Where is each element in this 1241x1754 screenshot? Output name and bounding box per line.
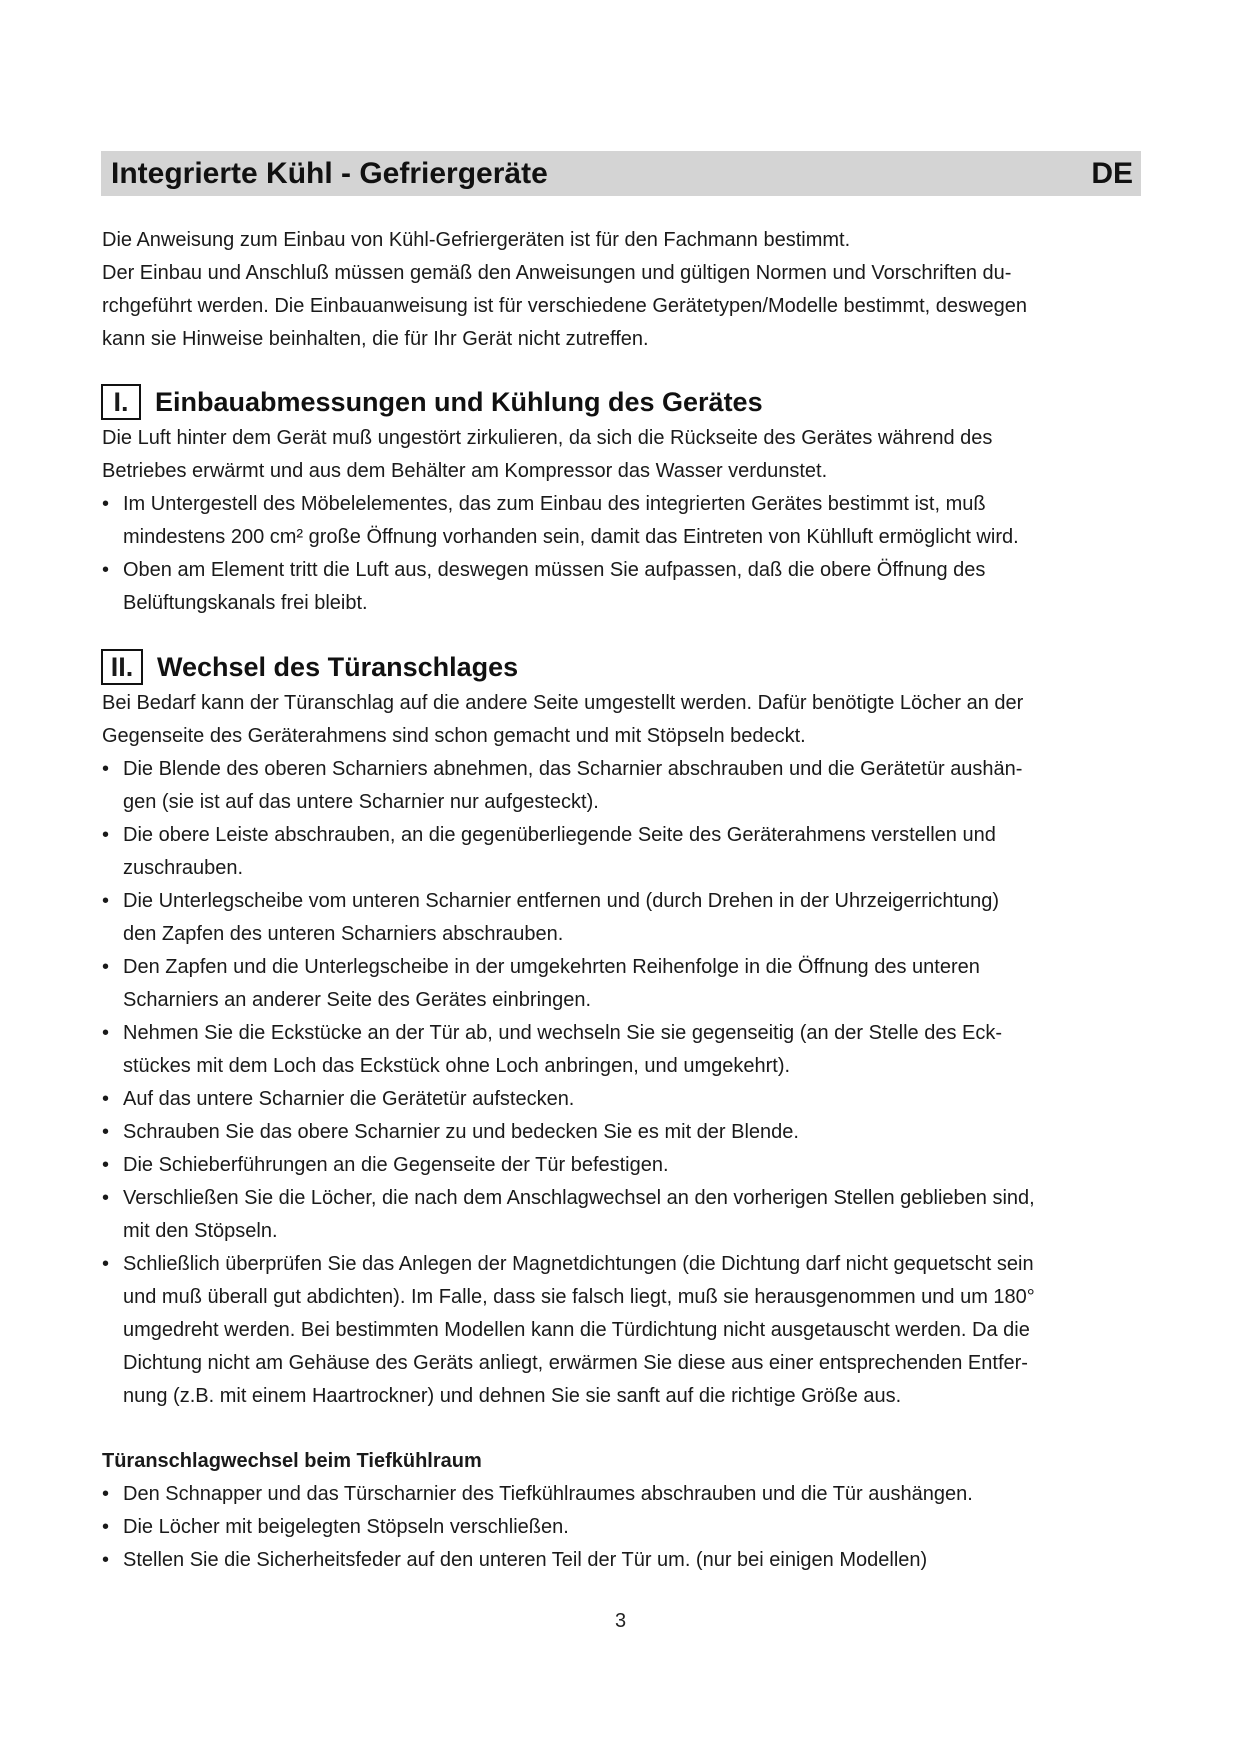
list-item-line: nung (z.B. mit einem Haartrockner) und dehnen Sie sie sanft auf die richtige Größe aus.	[123, 1385, 902, 1407]
section-installation-dimensions	[101, 382, 1141, 620]
list-item	[101, 1182, 1141, 1248]
paragraph-line: Gegenseite des Geräterahmens sind schon gemacht und mit Stöpseln bedeckt.	[102, 725, 806, 747]
list-item	[101, 753, 1141, 819]
list-item-line: Oben am Element tritt die Luft aus, deswegen müssen Sie aufpassen, daß die obere Öffnung des	[123, 559, 986, 581]
bullet-icon: •	[102, 758, 110, 780]
language-code: DE	[1091, 156, 1133, 190]
list-item-line: gen (sie ist auf das untere Scharnier nur aufgesteckt).	[123, 791, 599, 813]
list-item	[101, 1083, 1141, 1116]
list-item-line: Die Schieberführungen an die Gegenseite der Tür befestigen.	[123, 1154, 669, 1176]
section-door-reversal	[101, 647, 1141, 1413]
list-item	[101, 951, 1141, 1017]
bullet-icon: •	[102, 956, 110, 978]
intro-paragraph	[101, 224, 1141, 356]
list-item-line: umgedreht werden. Bei bestimmten Modellen kann die Türdichtung nicht ausgetauscht werden. Da die	[123, 1319, 1030, 1341]
bullet-icon: •	[102, 1022, 110, 1044]
list-item	[101, 554, 1141, 620]
bullet-icon: •	[102, 1121, 110, 1143]
list-item	[101, 1017, 1141, 1083]
section-number-box: I.	[101, 384, 141, 420]
list-item-line: Die Blende des oberen Scharniers abnehmen, das Scharnier abschrauben und die Gerätetür aushän-	[123, 758, 1023, 780]
bullet-list	[101, 1478, 1141, 1577]
list-item-line: Scharniers an anderer Seite des Gerätes einbringen.	[123, 989, 592, 1011]
section-heading	[101, 647, 1141, 687]
bullet-icon: •	[102, 1088, 110, 1110]
list-item-line: Die obere Leiste abschrauben, an die gegenüberliegende Seite des Geräterahmens verstellen und	[123, 824, 996, 846]
list-item-line: und muß überall gut abdichten). Im Falle, dass sie falsch liegt, muß sie herausgenommen und um 180°	[123, 1286, 1035, 1308]
sub-heading: Türanschlagwechsel beim Tiefkühlraum	[102, 1450, 482, 1472]
bullet-icon: •	[102, 890, 110, 912]
list-item-line: mit den Stöpseln.	[123, 1220, 278, 1242]
section-title: Wechsel des Türanschlages	[157, 651, 519, 682]
list-item	[101, 1478, 1141, 1511]
list-item	[101, 1544, 1141, 1577]
bullet-icon: •	[102, 1154, 110, 1176]
list-item-line: Die Unterlegscheibe vom unteren Scharnier entfernen und (durch Drehen in der Uhrzeigerrichtung)	[123, 890, 1000, 912]
list-item	[101, 1248, 1141, 1413]
list-item-line: Nehmen Sie die Eckstücke an der Tür ab, und wechseln Sie sie gegenseitig (an der Stelle des Eck-	[123, 1022, 1003, 1044]
list-item	[101, 1149, 1141, 1182]
paragraph-line: Die Luft hinter dem Gerät muß ungestört zirkulieren, da sich die Rückseite des Gerätes während des	[102, 427, 993, 449]
section-freezer-door-reversal	[101, 1445, 1141, 1577]
list-item	[101, 819, 1141, 885]
list-item-line: mindestens 200 cm² große Öffnung vorhanden sein, damit das Eintreten von Kühlluft ermöglicht wird.	[123, 526, 1019, 548]
title-bar	[101, 151, 1141, 196]
list-item-line: Schrauben Sie das obere Scharnier zu und bedecken Sie es mit der Blende.	[123, 1121, 799, 1143]
bullet-icon: •	[102, 1483, 110, 1505]
list-item-line: Dichtung nicht am Gehäuse des Geräts anliegt, erwärmen Sie diese aus einer entsprechenden Entfer-	[123, 1352, 1028, 1374]
section-number-box: II.	[101, 649, 143, 685]
list-item-line: Auf das untere Scharnier die Gerätetür aufstecken.	[123, 1088, 575, 1110]
bullet-list	[101, 488, 1141, 620]
list-item-line: Verschließen Sie die Löcher, die nach dem Anschlagwechsel an den vorherigen Stellen geblieben sind,	[123, 1187, 1035, 1209]
list-item-line: Im Untergestell des Möbelelementes, das zum Einbau des integrierten Gerätes bestimmt ist, muß	[123, 493, 986, 515]
list-item-line: Die Löcher mit beigelegten Stöpseln verschließen.	[123, 1516, 569, 1538]
bullet-icon: •	[102, 559, 110, 581]
intro-line: Der Einbau und Anschluß müssen gemäß den Anweisungen und gültigen Normen und Vorschriften du-	[102, 262, 1012, 284]
list-item	[101, 1511, 1141, 1544]
page-number: 3	[614, 1610, 627, 1632]
bullet-icon: •	[102, 824, 110, 846]
bullet-icon: •	[102, 493, 110, 515]
bullet-icon: •	[102, 1187, 110, 1209]
list-item-line: Den Zapfen und die Unterlegscheibe in der umgekehrten Reihenfolge in die Öffnung des unteren	[123, 956, 980, 978]
list-item-line: Den Schnapper und das Türscharnier des Tiefkühlraumes abschrauben und die Tür aushängen.	[123, 1483, 973, 1505]
bullet-icon: •	[102, 1253, 110, 1275]
document-page	[101, 151, 1141, 1577]
list-item-line: stückes mit dem Loch das Eckstück ohne Loch anbringen, und umgekehrt).	[123, 1055, 791, 1077]
section-paragraph	[101, 687, 1141, 753]
bullet-icon: •	[102, 1516, 110, 1538]
intro-line: kann sie Hinweise beinhalten, die für Ihr Gerät nicht zutreffen.	[102, 328, 649, 350]
list-item-line: den Zapfen des unteren Scharniers abschrauben.	[123, 923, 564, 945]
section-paragraph	[101, 422, 1141, 488]
section-heading	[101, 382, 1141, 422]
list-item-line: zuschrauben.	[123, 857, 244, 879]
page-title: Integrierte Kühl - Gefriergeräte	[111, 156, 548, 190]
list-item	[101, 1116, 1141, 1149]
paragraph-line: Betriebes erwärmt und aus dem Behälter am Kompressor das Wasser verdunstet.	[102, 460, 828, 482]
list-item-line: Belüftungskanals frei bleibt.	[123, 592, 368, 614]
list-item-line: Stellen Sie die Sicherheitsfeder auf den unteren Teil der Tür um. (nur bei einigen Modellen)	[123, 1549, 928, 1571]
list-item	[101, 885, 1141, 951]
list-item-line: Schließlich überprüfen Sie das Anlegen der Magnetdichtungen (die Dichtung darf nicht gequetscht sein	[123, 1253, 1034, 1275]
bullet-icon: •	[102, 1549, 110, 1571]
list-item	[101, 488, 1141, 554]
bullet-list	[101, 753, 1141, 1413]
intro-line: Die Anweisung zum Einbau von Kühl-Gefriergeräten ist für den Fachmann bestimmt.	[102, 229, 851, 251]
section-title: Einbauabmessungen und Kühlung des Gerätes	[155, 386, 763, 417]
intro-line: rchgeführt werden. Die Einbauanweisung ist für verschiedene Gerätetypen/Modelle bestimmt, deswegen	[102, 295, 1027, 317]
paragraph-line: Bei Bedarf kann der Türanschlag auf die andere Seite umgestellt werden. Dafür benötigte Löcher an der	[102, 692, 1024, 714]
